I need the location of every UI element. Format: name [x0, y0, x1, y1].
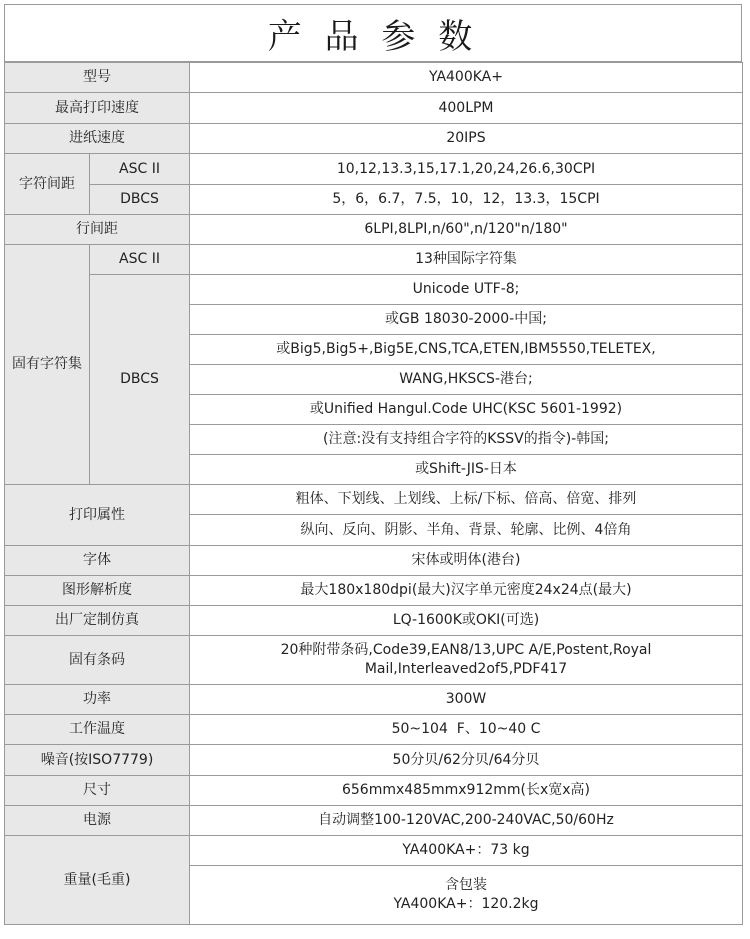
row-value: 5，6，6.7，7.5，10，12，13.3，15CPI	[190, 185, 743, 215]
row-label: 字体	[5, 546, 190, 576]
row-value: 宋体或明体(港台)	[190, 546, 743, 576]
row-value: 50分贝/62分贝/64分贝	[190, 745, 743, 776]
table-row	[5, 576, 743, 606]
table-row	[5, 806, 743, 836]
weight-package-label: 含包装	[445, 877, 487, 893]
row-label: 打印属性	[5, 485, 190, 546]
row-label: 出厂定制仿真	[5, 606, 190, 636]
row-value: (注意:没有支持组合字符的KSSV的指令)-韩国;	[190, 425, 743, 455]
row-label: 噪音(按ISO7779)	[5, 745, 190, 776]
row-value: 或Big5,Big5+,Big5E,CNS,TCA,ETEN,IBM5550,TELETEX,	[190, 335, 743, 365]
row-value: YA400KA+：73 kg	[190, 836, 743, 866]
table-row	[5, 836, 743, 866]
row-label: 固有条码	[5, 636, 190, 685]
row-value: Unicode UTF-8;	[190, 275, 743, 305]
row-label: 功率	[5, 685, 190, 715]
page-title: 产 品 参 数	[4, 4, 742, 62]
row-value: 13种国际字符集	[190, 245, 743, 275]
table-row	[5, 546, 743, 576]
table-row	[5, 185, 743, 215]
table-row	[5, 606, 743, 636]
weight-package-value: YA400KA+：120.2kg	[393, 896, 539, 912]
row-label: 图形解析度	[5, 576, 190, 606]
row-value: WANG,HKSCS-港台;	[190, 365, 743, 395]
table-row	[5, 636, 743, 685]
row-label: 电源	[5, 806, 190, 836]
table-row	[5, 245, 743, 275]
row-label: 字符间距	[5, 154, 90, 215]
row-value: 纵向、反向、阴影、半角、背景、轮廓、比例、4倍角	[190, 515, 743, 546]
row-label: 尺寸	[5, 776, 190, 806]
row-value: 最大180x180dpi(最大)汉字单元密度24x24点(最大)	[190, 576, 743, 606]
row-value: 656mmx485mmx912mm(长x宽x高)	[190, 776, 743, 806]
row-label: 固有字符集	[5, 245, 90, 485]
table-row	[5, 93, 743, 124]
spec-sheet	[4, 4, 746, 931]
row-value: 300W	[190, 685, 743, 715]
row-value: LQ-1600K或OKI(可选)	[190, 606, 743, 636]
table-row	[5, 715, 743, 745]
row-label: 重量(毛重)	[5, 836, 190, 925]
barcode-line: 20种附带条码,Code39,EAN8/13,UPC A/E,Postent,Royal	[280, 642, 652, 658]
row-label: 型号	[5, 63, 190, 93]
row-value: 或Unified Hangul.Code UHC(KSC 5601-1992)	[190, 395, 743, 425]
row-value: 或Shift-JIS-日本	[190, 455, 743, 485]
sub-label: DBCS	[90, 185, 190, 215]
sub-label: ASC II	[90, 245, 190, 275]
barcode-line: Mail,Interleaved2of5,PDF417	[364, 661, 568, 677]
table-row	[5, 63, 743, 93]
table-row	[5, 776, 743, 806]
row-value: 50~104 F、10~40 C	[190, 715, 743, 745]
table-row	[5, 745, 743, 776]
table-row	[5, 124, 743, 154]
row-label: 进纸速度	[5, 124, 190, 154]
row-value: 10,12,13.3,15,17.1,20,24,26.6,30CPI	[190, 154, 743, 185]
row-label: 行间距	[5, 215, 190, 245]
row-value	[190, 636, 743, 685]
table-row	[5, 215, 743, 245]
row-label: 工作温度	[5, 715, 190, 745]
row-value: 400LPM	[190, 93, 743, 124]
table-row	[5, 275, 743, 305]
row-value: 或GB 18030-2000-中国;	[190, 305, 743, 335]
row-value	[190, 866, 743, 925]
row-value: 自动调整100-120VAC,200-240VAC,50/60Hz	[190, 806, 743, 836]
row-value: 20IPS	[190, 124, 743, 154]
table-row	[5, 485, 743, 515]
row-value: 6LPI,8LPI,n/60",n/120"n/180"	[190, 215, 743, 245]
row-value: 粗体、下划线、上划线、上标/下标、倍高、倍宽、排列	[190, 485, 743, 515]
row-label: 最高打印速度	[5, 93, 190, 124]
spec-table	[4, 62, 743, 925]
table-row	[5, 154, 743, 185]
row-value: YA400KA+	[190, 63, 743, 93]
sub-label: DBCS	[90, 275, 190, 485]
sub-label: ASC II	[90, 154, 190, 185]
table-row	[5, 685, 743, 715]
